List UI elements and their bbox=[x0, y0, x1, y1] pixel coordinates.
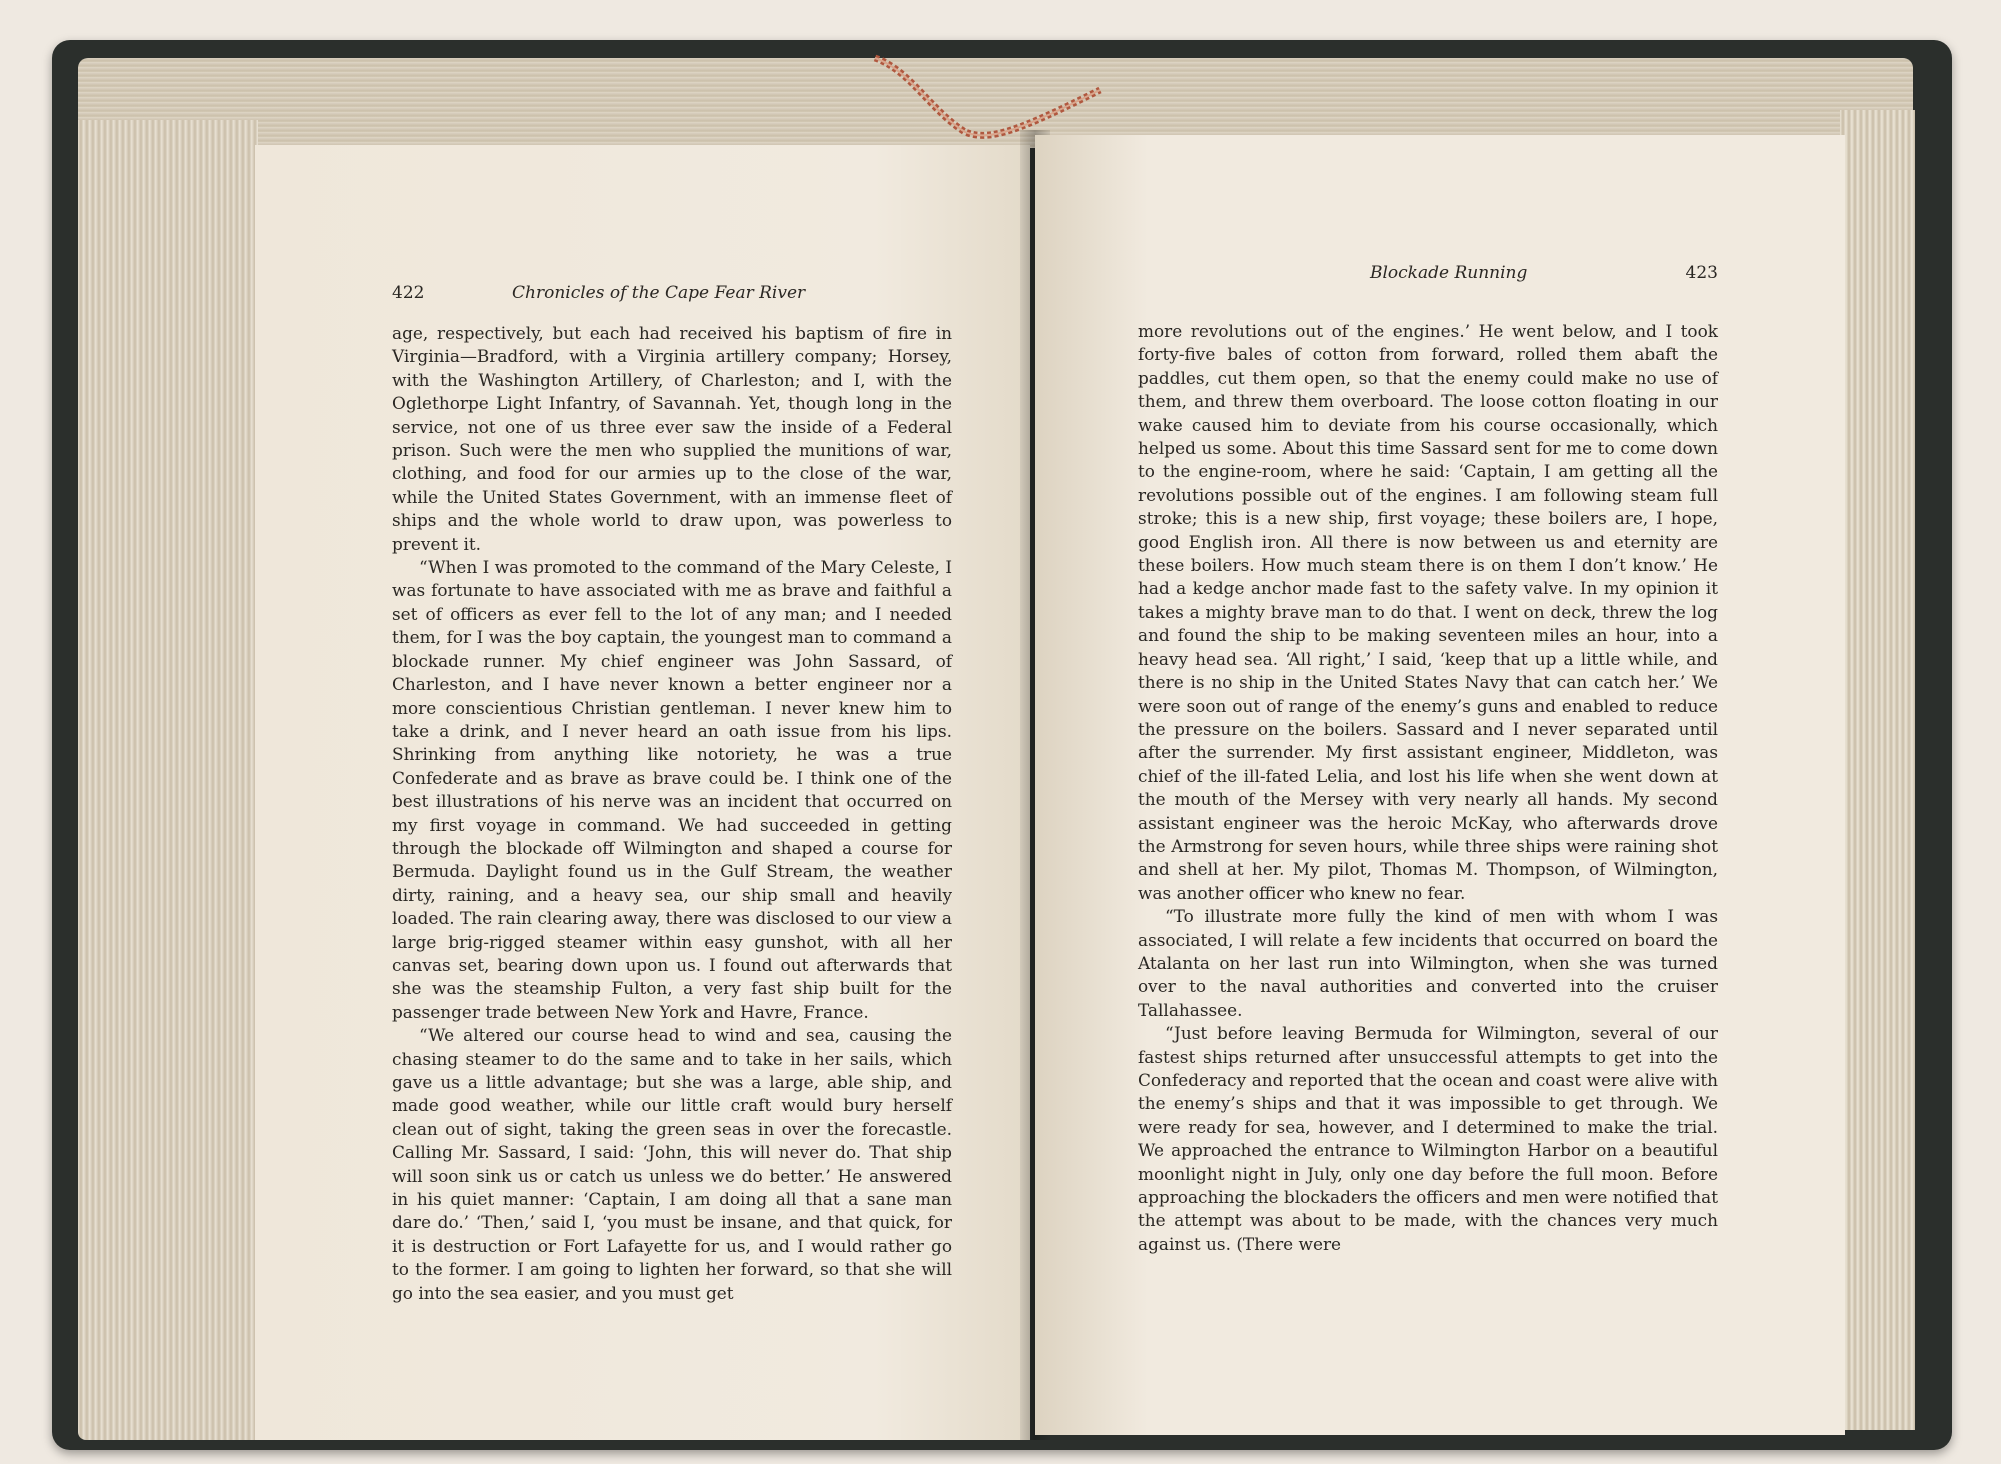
page-edges-left bbox=[78, 120, 258, 1440]
right-running-head bbox=[1138, 263, 1718, 287]
right-page-text bbox=[1138, 320, 1718, 1256]
left-paragraph: age, respectively, but each had received his baptism of fire in Virginia—Bradford, with a Virginia artillery company; Horsey, with the Washington Artillery, of Charleston; and I, with the Oglethorpe Light Infantry, of Savannah. Yet, though long in the service, not one of us three ever saw the inside of a Federal prison. Such were the men who supplied the munitions of war, clothing, and food for our armies up to the close of the war, while the United States Government, with an immense fleet of ships and the whole world to draw upon, was powerless to prevent it. bbox=[392, 323, 952, 554]
left-running-title: Chronicles of the Cape Fear River bbox=[512, 283, 806, 303]
right-paragraph: “To illustrate more fully the kind of men with whom I was associated, I will relate a few incidents that occurred on board the Atalanta on her last run into Wilmington, when she was turned over to the naval authorities and converted into the cruiser Tallahassee. bbox=[1138, 906, 1718, 1020]
left-page bbox=[255, 145, 1030, 1440]
right-paragraph: “Just before leaving Bermuda for Wilmington, several of our fastest ships returned after unsuccessful attempts to get into the Confederacy and reported that the ocean and coast were alive with the enemy’s ships and that it was impossible to get through. We were ready for sea, however, and I determined to make the trial. We approached the entrance to Wilmington Harbor on a beautiful moonlight night in July, only one day before the full moon. Before approaching the blockaders the officers and men were notified that the attempt was about to be made, with the chances very much against us. (There were bbox=[1138, 1023, 1718, 1254]
left-paragraph: “We altered our course head to wind and sea, causing the chasing steamer to do the same and to take in her sails, which gave us a little advantage; but she was a large, able ship, and made good weather, while our little craft would bury herself clean out of sight, taking the green seas in over the forecastle. Calling Mr. Sassard, I said: ‘John, this will never do. That ship will soon sink us or catch us unless we do better.’ He answered in his quiet manner: ‘Captain, I am doing all that a sane man dare do.’ ‘Then,’ said I, ‘you must be insane, and that quick, for it is destruction or Fort Lafayette for us, and I would rather go to the former. I am going to lighten her forward, so that she will go into the sea easier, and you must get bbox=[392, 1025, 952, 1303]
right-running-title: Blockade Running bbox=[1370, 263, 1528, 283]
left-page-number: 422 bbox=[392, 283, 425, 303]
right-paragraph: more revolutions out of the engines.’ He went below, and I took forty-five bales of cotton from forward, rolled them abaft the paddles, cut them open, so that the enemy could make no use of them, and threw them overboard. The loose cotton floating in our wake caused him to deviate from his course occasionally, which helped us some. About this time Sassard sent for me to come down to the engine-room, where he said: ‘Captain, I am getting all the revolutions possible out of the engines. I am following steam full stroke; this is a new ship, first voyage; these boilers are, I hope, good English iron. All there is now between us and eternity are these boilers. How much steam there is on them I don’t know.’ He had a kedge anchor made fast to the safety valve. In my opinion it takes a mighty brave man to do that. I went on deck, threw the log and found the ship to be making seventeen miles an hour, into a heavy head sea. ‘All right,’ I said, ‘keep that up a little while, and there is no ship in the United States Navy that can catch her.’ We were soon out of range of the enemy’s guns and enabled to reduce the pressure on the boilers. Sassard and I never separated until after the surrender. My first assistant engineer, Middleton, was chief of the ill-fated Lelia, and lost his life when she went down at the mouth of the Mersey with very nearly all hands. My second assistant engineer was the heroic McKay, who afterwards drove the Armstrong for seven hours, while three ships were raining shot and shell at her. My pilot, Thomas M. Thompson, of Wilmington, was another officer who knew no fear. bbox=[1138, 321, 1718, 903]
left-page-text bbox=[392, 322, 952, 1305]
right-page-number: 423 bbox=[1685, 263, 1718, 283]
left-paragraph: “When I was promoted to the command of the Mary Celeste, I was fortunate to have associated with me as brave and faithful a set of officers as ever fell to the lot of any man; and I needed them, for I was the boy captain, the youngest man to command a blockade runner. My chief engineer was John Sassard, of Charleston, and I have never known a better engineer nor a more conscientious Christian gentleman. I never knew him to take a drink, and I never heard an oath issue from his lips. Shrinking from anything like notoriety, he was a true Confederate and as brave as brave could be. I think one of the best illustrations of his nerve was an incident that occurred on my first voyage in command. We had succeeded in getting through the blockade off Wilmington and shaped a course for Bermuda. Daylight found us in the Gulf Stream, the weather dirty, raining, and a heavy sea, our ship small and heavily loaded. The rain clearing away, there was disclosed to our view a large brig-rigged steamer within easy gunshot, with all her canvas set, bearing down upon us. I found out afterwards that she was the steamship Fulton, a very fast ship built for the passenger trade between New York and Havre, France. bbox=[392, 557, 952, 1022]
page-edges-right bbox=[1840, 110, 1915, 1430]
left-running-head bbox=[392, 283, 952, 307]
bookmark-ribbon bbox=[870, 50, 1110, 140]
right-page bbox=[1035, 135, 1845, 1435]
